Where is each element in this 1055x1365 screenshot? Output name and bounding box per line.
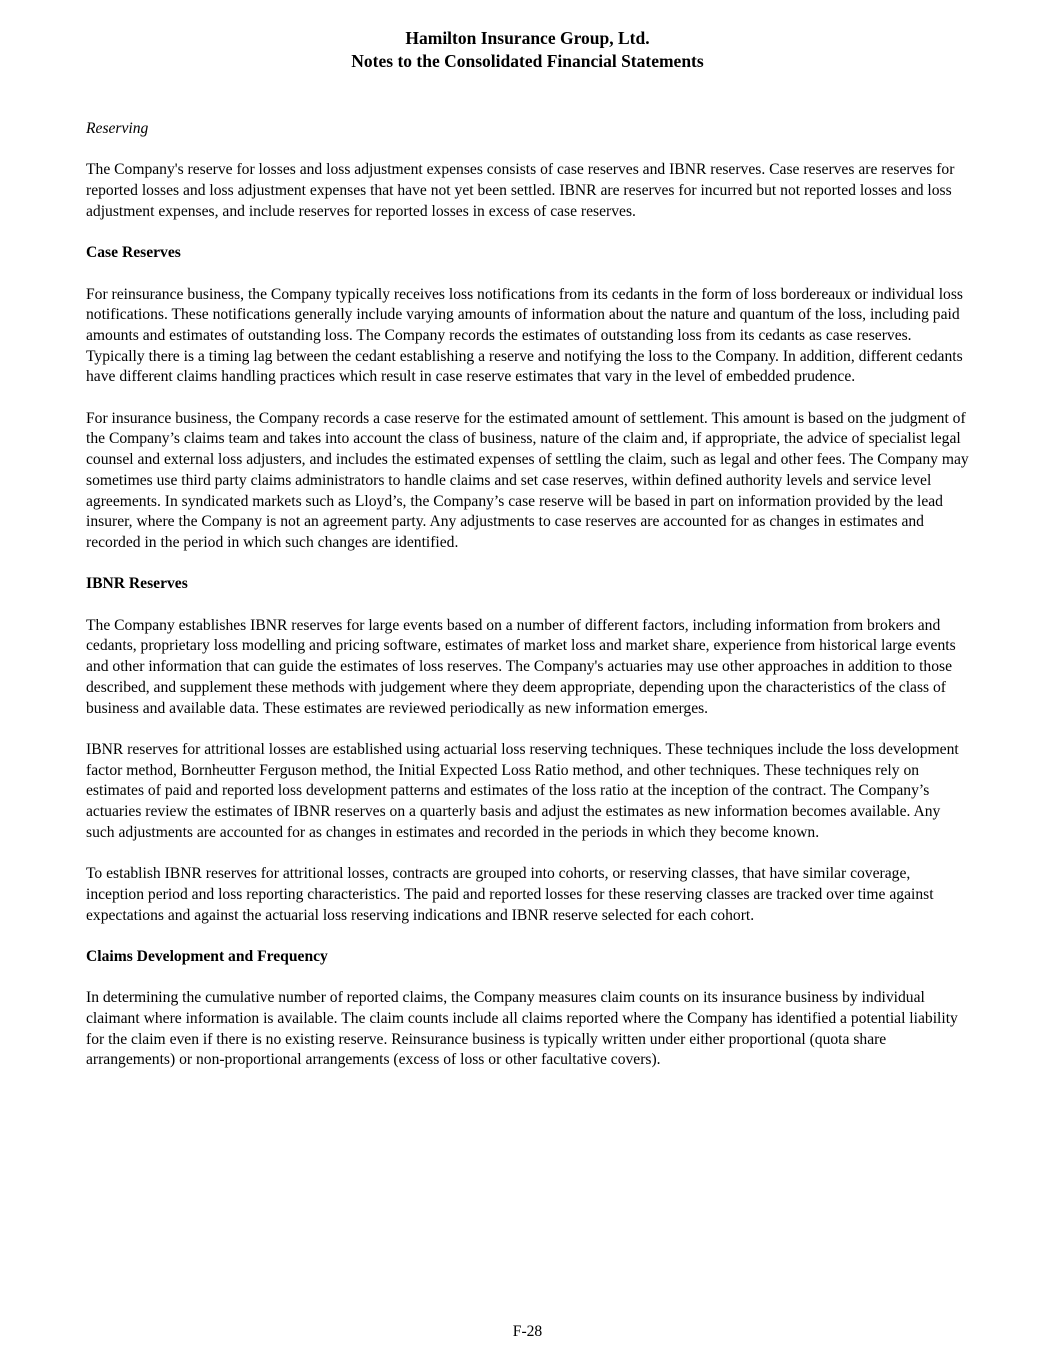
document-subtitle: Notes to the Consolidated Financial Statements [351,51,704,71]
case-reserves-heading: Case Reserves [86,244,181,262]
ibnr-reserves-heading: IBNR Reserves [86,575,188,593]
ibnr-reserves-paragraph-3: To establish IBNR reserves for attritional losses, contracts are grouped into cohorts, or reserving classes, that have similar coverage, inception period and loss reporting characteristics. The paid and reported losses for these reserving classes are tracked over time against expectations and against the actuarial loss reserving indications and IBNR reserve selected for each cohort. [86,865,934,924]
case-reserves-paragraph-2: For insurance business, the Company records a case reserve for the estimated amount of settlement. This amount is based on the judgment of the Company’s claims team and takes into account the class of business, nature of the claim and, if appropriate, the advice of specialist legal counsel and external loss adjusters, and includes the estimated expenses of settling the claim, such as legal and other fees. The Company may sometimes use third party claims administrators to handle claims and set case reserves, within defined authority levels and service level agreements. In syndicated markets such as Lloyd’s, the Company’s case reserve will be based in part on information provided by the lead insurer, where the Company is not an agreement party. Any adjustments to case reserves are accounted for as changes in estimates and recorded in the period in which such changes are identified. [86,409,969,551]
claims-development-heading: Claims Development and Frequency [86,947,328,965]
ibnr-reserves-paragraph-2: IBNR reserves for attritional losses are established using actuarial loss reserving techniques. These techniques include the loss development factor method, Bornheutter Ferguson method, the Initial Expected Loss Ratio method, and other techniques. These techniques rely on estimates of paid and reported loss development patterns and estimates of the loss ratio at the inception of the contract. The Company’s actuaries review the estimates of IBNR reserves on a quarterly basis and adjust the estimates as new information becomes available. Any such adjustments are accounted for as changes in estimates and recorded in the periods in which they become known. [86,740,959,841]
document-body [86,119,972,1092]
intro-paragraph: The Company's reserve for losses and loss adjustment expenses consists of case reserves and IBNR reserves. Case reserves are reserves for reported losses and loss adjustment expenses that have not yet been settled. IBNR are reserves for incurred but not reported losses and loss adjustment expenses, and include reserves for reported losses in excess of case reserves. [86,161,955,220]
page-header [0,27,1055,73]
claims-development-paragraph-1: In determining the cumulative number of reported claims, the Company measures claim counts on its insurance business by individual claimant where information is available. The claim counts include all claims reported where the Company has identified a potential liability for the claim even if there is no existing reserve. Reinsurance business is typically written under either proportional (quota share arrangements) or non-proportional arrangements (excess of loss or other facultative covers). [86,989,958,1069]
page-number: F-28 [512,1323,543,1340]
case-reserves-paragraph-1: For reinsurance business, the Company typically receives loss notifications from its cedants in the form of loss bordereaux or individual loss notifications. These notifications generally include varying amounts of information about the nature and quantum of the loss, including paid amounts and estimates of outstanding loss. The Company records the estimates of outstanding loss from its cedants as case reserves. Typically there is a timing lag between the cedant establishing a reserve and notifying the loss to the Company. In addition, different cedants have different claims handling practices which result in case reserve estimates that vary in the level of embedded prudence. [86,285,963,386]
company-name: Hamilton Insurance Group, Ltd. [405,28,650,48]
ibnr-reserves-paragraph-1: The Company establishes IBNR reserves for large events based on a number of different factors, including information from brokers and cedants, proprietary loss modelling and pricing software, estimates of market loss and market share, experience from historical large events and other information that can guide the estimates of loss reserves. The Company's actuaries may use other approaches in addition to those described, and supplement these methods with judgement where they deem appropriate, depending upon the characteristics of the class of business and available data. These estimates are reviewed periodically as new information emerges. [86,616,956,717]
section-label: Reserving [86,120,149,137]
